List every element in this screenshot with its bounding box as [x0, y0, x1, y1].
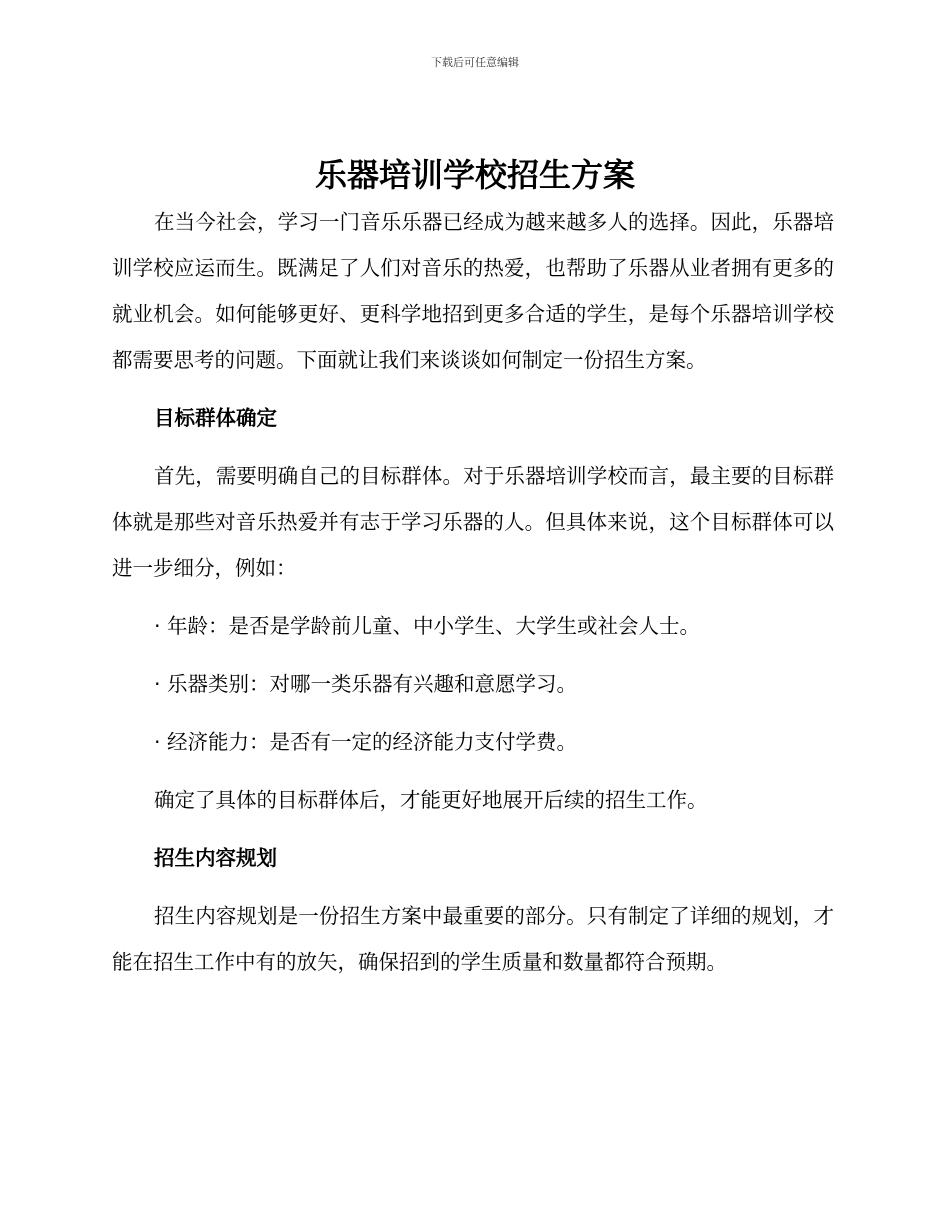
bullet-item-age: · 年龄：是否是学龄前儿童、中小学生、大学生或社会人士。	[154, 614, 701, 638]
header-note: 下载后可任意编辑	[431, 56, 519, 69]
target-group-conclusion: 确定了具体的目标群体后，才能更好地展开后续的招生工作。	[154, 788, 708, 812]
enrollment-planning-paragraph: 招生内容规划是一份招生方案中最重要的部分。只有制定了详细的规划，才能在招生工作中有的放矢，确保招到的学生质量和数量都符合预期。	[112, 904, 834, 974]
intro-paragraph: 在当今社会，学习一门音乐乐器已经成为越来越多人的选择。因此，乐器培训学校应运而生。既满足了人们对音乐的热爱，也帮助了乐器从业者拥有更多的就业机会。如何能够更好、更科学地招到更多合适的学生，是每个乐器培训学校都需要思考的问题。下面就让我们来谈谈如何制定一份招生方案。	[112, 210, 834, 372]
section-heading-enrollment-planning: 招生内容规划	[154, 846, 277, 870]
document-body	[112, 199, 834, 985]
section-heading-target-group: 目标群体确定	[154, 406, 277, 430]
document-title: 乐器培训学校招生方案	[314, 156, 635, 194]
bullet-item-instrument-type: · 乐器类别：对哪一类乐器有兴趣和意愿学习。	[154, 672, 578, 696]
target-group-paragraph: 首先，需要明确自己的目标群体。对于乐器培训学校而言，最主要的目标群体就是那些对音乐热爱并有志于学习乐器的人。但具体来说，这个目标群体可以进一步细分，例如：	[112, 464, 834, 580]
bullet-item-economic-ability: · 经济能力：是否有一定的经济能力支付学费。	[154, 730, 578, 754]
